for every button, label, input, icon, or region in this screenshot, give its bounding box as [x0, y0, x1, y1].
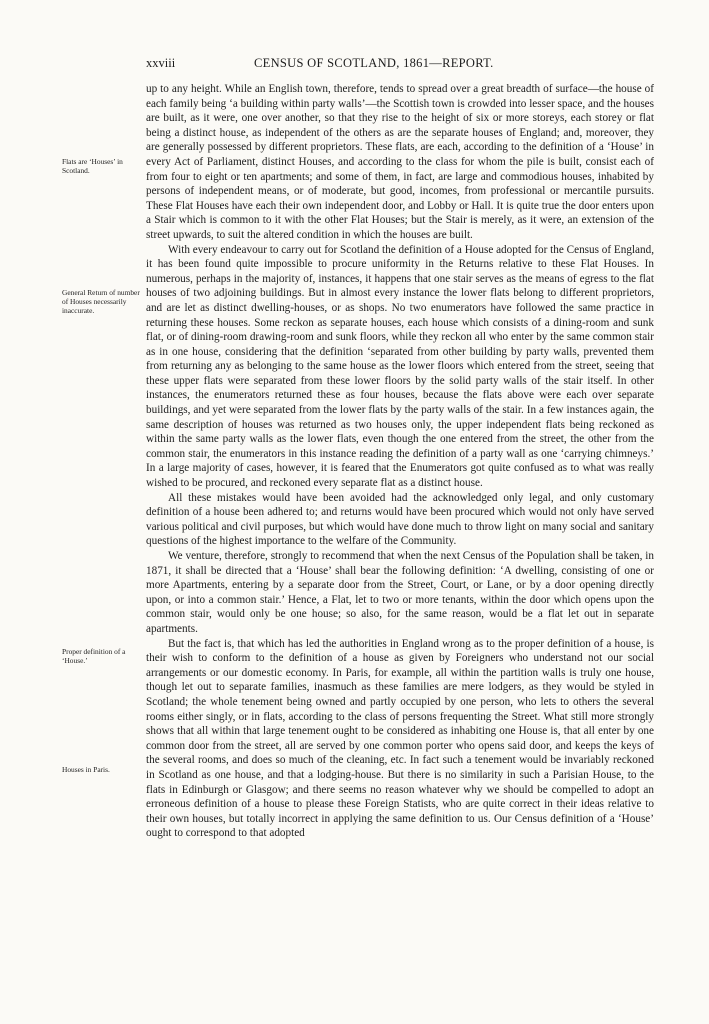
sidenote-general-return: General Return of number of Houses necessarily inaccurate.	[62, 288, 140, 315]
paragraph: up to any height. While an English town, therefore, tends to spread over a great breadth of surface—the house of each family being ‘a building within party walls’—the Scottish town is crowded into lesser space, and the houses are built, as it were, one over another, so that they rise to the height of six or more storeys, each storey or flat being a distinct house, as independent of the others as are the separate houses of England; and, moreover, they are generally possessed by different proprietors. These flats, are each, according to the definition of a ‘House’ in every Act of Parliament, distinct Houses, and according to the class for whom the pile is built, consist each of from four to eight or ten apartments; and some of them, in fact, are large and commodious houses, inhabited by persons of independent means, or of moderate, but good, incomes, from professional or mercantile pursuits. These Flat Houses have each their own independent door, and Lobby or Hall. It is quite true the door enters upon a Stair which is common to it with the other Flat Houses; but the Stair is merely, as it were, an extension of the street upwards, to suit the altered condition in which the houses are built.	[146, 83, 654, 241]
paragraph: With every endeavour to carry out for Scotland the definition of a House adopted for the Census of England, it has been found quite impossible to procure uniformity in the Returns relative to these Flat Houses. In numerous, perhaps in the majority of, instances, it happens that one stair serves as the means of egress to the flat houses of two adjoining buildings. But in almost every instance the lower flats belong to different proprietors, and are let as distinct dwelling-houses, or as shops. No two enumerators have followed the same practice in returning these houses. Some reckon as separate houses, each house which consists of a dining-room and sunk flat, or of dining-room drawing-room and sunk floors, while they reckon all who enter by the same common stair as in one house, considering that the definition ‘separated from other building by party walls, prevented them from returning any as belonging to the same house as the lower floors which entered from the street, seeing that these upper flats were separated from these lower floors by the solid party walls of the stair itself. In other instances, the enumerators returned these as four houses, because the flats above were each over separate buildings, and yet were separated from the lower flats by the party walls of the stair. In a few instances again, the same description of houses was returned as two houses only, the upper independent flats being reckoned as within the same party walls as the lower flats, even though the one entered from the street, the other from the common stair, the enumerators in this instance reading the definition of a party wall as one ‘carrying chimneys.’ In a large majority of cases, however, it is feared that the Enumerators got quite confused as to what was really wished to be procured, and reckoned every separate flat as a distinct house.	[146, 243, 654, 490]
body-text	[146, 82, 654, 841]
page-header	[146, 56, 646, 74]
page-number: xxviii	[146, 56, 176, 70]
sidenote-houses-in-paris: Houses in Paris.	[62, 765, 110, 774]
sidenote-proper-definition: Proper definition of a ‘House.’	[62, 647, 126, 665]
running-title: CENSUS OF SCOTLAND, 1861—REPORT.	[254, 56, 494, 70]
paragraph: We venture, therefore, strongly to recommend that when the next Census of the Population shall be taken, in 1871, it shall be directed that a ‘House’ shall bear the following definition: ‘A dwelling, consisting of one or more Apartments, entering by a separate door from the Street, Court, or Lane, or by a door opening directly upon, or into a common stair.’ Hence, a Flat, let to two or more tenants, within the door which opens upon the common stair, would only be one house; so also, for the same reason, would be a flat let out in separate apartments.	[146, 550, 654, 635]
sidenote-flats-are-houses: Flats are ‘Houses’ in Scotland.	[62, 157, 123, 175]
paragraph: All these mistakes would have been avoided had the acknowledged only legal, and only customary definition of a house been adhered to; and returns would have been procured which would not only have served various political and civil purposes, but which would have done much to throw light on many social and sanitary questions of the highest importance to the welfare of the Community.	[146, 491, 654, 548]
paragraph: But the fact is, that which has led the authorities in England wrong as to the proper definition of a house, is their wish to conform to the definition of a house as given by Foreigners who understand not our social arrangements or our domestic economy. In Paris, for example, all within the partition walls is truly one house, though let out to separate families, inasmuch as these families are mere lodgers, as they would be styled in Scotland; the whole tenement being owned and partly occupied by one person, who lets to others the several rooms either singly, or in flats, according to the class of persons frequenting the Street. What still more strongly shows that all within that large tenement ought to be considered as inhabiting one House is, that all enter by one common door from the street, all are served by one common porter who opens said door, and keeps the keys of the several rooms, and does so much of the cleaning, etc. In fact such a tenement would be invariably reckoned in Scotland as one house, and that a lodging-house. But there is no similarity in such a Parisian House, to the flats in Edinburgh or Glasgow; and there seems no reason whatever why we should be compelled to adopt an erroneous definition of a house to please these Foreign Statists, who are quite correct in their ideas relative to their own houses, but totally incorrect in applying the same definition to us. Our Census definition of a ‘House’ ought to correspond to that adopted	[146, 637, 654, 840]
